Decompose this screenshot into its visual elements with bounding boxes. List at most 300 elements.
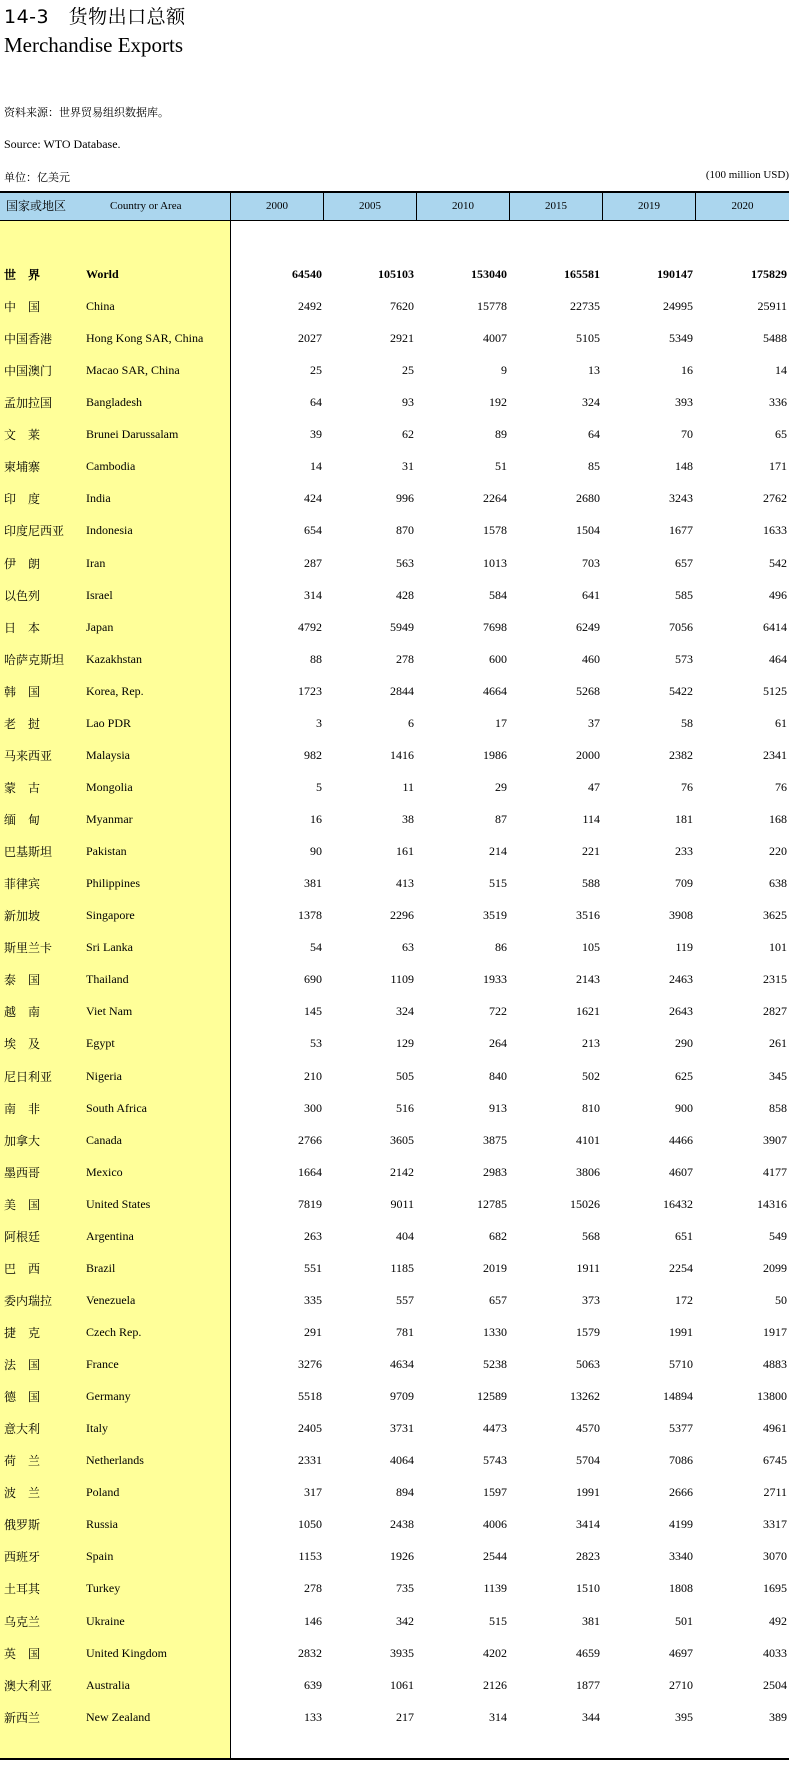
country-name-en: Germany	[86, 1389, 131, 1404]
value-cell: 641	[582, 587, 600, 602]
country-name-cn: 英 国	[4, 1646, 41, 1661]
value-cell: 3317	[763, 1517, 787, 1532]
value-cell: 428	[396, 587, 414, 602]
value-cell: 233	[675, 844, 693, 859]
country-name-cn: 中 国	[4, 300, 41, 315]
value-cell: 345	[769, 1068, 787, 1083]
value-cell: 373	[582, 1292, 600, 1307]
unit-label-cn: 单位：亿美元	[4, 171, 70, 184]
value-cell: 2126	[483, 1677, 507, 1692]
table-row	[0, 1702, 789, 1734]
country-name-en: Egypt	[86, 1036, 115, 1051]
country-name-cn: 委内瑞拉	[4, 1293, 53, 1308]
value-cell: 1578	[483, 523, 507, 538]
table-row	[0, 1573, 789, 1605]
value-cell: 501	[675, 1613, 693, 1628]
value-cell: 982	[304, 747, 322, 762]
table-row	[0, 868, 789, 900]
table-row	[0, 515, 789, 547]
value-cell: 64540	[292, 267, 322, 281]
country-name-cn: 埃 及	[4, 1037, 41, 1052]
value-cell: 101	[769, 940, 787, 955]
value-cell: 89	[495, 427, 507, 442]
country-name-en: Bangladesh	[86, 395, 142, 410]
value-cell: 651	[675, 1228, 693, 1243]
value-cell: 165581	[564, 267, 600, 281]
country-name-en: Spain	[86, 1549, 114, 1564]
country-name-cn: 德 国	[4, 1390, 41, 1405]
country-name-en: Netherlands	[86, 1453, 144, 1468]
value-cell: 7620	[390, 299, 414, 314]
value-cell: 1664	[298, 1164, 322, 1179]
value-cell: 2711	[763, 1485, 787, 1500]
header-country-cell	[0, 193, 231, 220]
country-name-en: Mongolia	[86, 779, 133, 794]
value-cell: 13262	[570, 1389, 600, 1404]
value-cell: 381	[582, 1613, 600, 1628]
value-cell: 1911	[576, 1260, 600, 1275]
value-cell: 810	[582, 1100, 600, 1115]
country-name-cn: 乌克兰	[4, 1614, 41, 1629]
table-row	[0, 548, 789, 580]
value-cell: 4202	[483, 1645, 507, 1660]
value-cell: 53	[310, 1036, 322, 1051]
value-cell: 161	[396, 844, 414, 859]
table-row	[0, 1189, 789, 1221]
country-name-en: Iran	[86, 555, 106, 570]
value-cell: 2762	[763, 491, 787, 506]
country-name-en: France	[86, 1357, 119, 1372]
value-cell: 2254	[669, 1260, 693, 1275]
value-cell: 2296	[390, 908, 414, 923]
value-cell: 4697	[669, 1645, 693, 1660]
unit-label-en: (100 million USD)	[705, 169, 789, 181]
country-name-cn: 伊 朗	[4, 556, 41, 571]
country-name-cn: 波 兰	[4, 1486, 41, 1501]
value-cell: 424	[304, 491, 322, 506]
value-cell: 5105	[576, 331, 600, 346]
value-cell: 291	[304, 1324, 322, 1339]
value-cell: 1633	[763, 523, 787, 538]
value-cell: 657	[675, 555, 693, 570]
country-name-cn: 法 国	[4, 1358, 41, 1373]
source-note-cn: 资料来源：世界贸易组织数据库。	[4, 106, 169, 119]
value-cell: 278	[304, 1581, 322, 1596]
header-country-en: Country or Area	[110, 200, 182, 212]
value-cell: 1185	[390, 1260, 414, 1275]
value-cell: 4101	[576, 1132, 600, 1147]
country-name-en: Canada	[86, 1132, 122, 1147]
table-row	[0, 1093, 789, 1125]
value-cell: 65	[775, 427, 787, 442]
value-cell: 682	[489, 1228, 507, 1243]
table-row	[0, 451, 789, 483]
value-cell: 460	[582, 651, 600, 666]
value-cell: 2382	[669, 747, 693, 762]
value-cell: 217	[396, 1709, 414, 1724]
value-cell: 1991	[669, 1324, 693, 1339]
country-name-en: Japan	[86, 619, 114, 634]
table-row	[0, 996, 789, 1028]
value-cell: 7698	[483, 619, 507, 634]
value-cell: 4634	[390, 1357, 414, 1372]
value-cell: 2027	[298, 331, 322, 346]
value-cell: 515	[489, 876, 507, 891]
value-cell: 639	[304, 1677, 322, 1692]
value-cell: 3	[316, 715, 322, 730]
country-name-en: Kazakhstan	[86, 651, 142, 666]
country-name-cn: 斯里兰卡	[4, 941, 53, 956]
table-title-cn: 14-3 货物出口总额	[4, 6, 186, 28]
header-year-2019: 2019	[603, 193, 696, 220]
value-cell: 389	[769, 1709, 787, 1724]
value-cell: 2438	[390, 1517, 414, 1532]
value-cell: 5268	[576, 683, 600, 698]
value-cell: 2099	[763, 1260, 787, 1275]
table-row	[0, 932, 789, 964]
value-cell: 600	[489, 651, 507, 666]
value-cell: 261	[769, 1036, 787, 1051]
table-row	[0, 836, 789, 868]
value-cell: 7086	[669, 1453, 693, 1468]
value-cell: 2341	[763, 747, 787, 762]
value-cell: 25	[402, 363, 414, 378]
value-cell: 1139	[483, 1581, 507, 1596]
table-row	[0, 1028, 789, 1060]
value-cell: 2143	[576, 972, 600, 987]
value-cell: 894	[396, 1485, 414, 1500]
value-cell: 190147	[657, 267, 693, 281]
country-name-en: Mexico	[86, 1164, 123, 1179]
value-cell: 549	[769, 1228, 787, 1243]
value-cell: 24995	[663, 299, 693, 314]
country-name-cn: 老 挝	[4, 716, 41, 731]
country-name-cn: 文 莱	[4, 428, 41, 443]
value-cell: 93	[402, 395, 414, 410]
value-cell: 2823	[576, 1549, 600, 1564]
value-cell: 105	[582, 940, 600, 955]
value-cell: 336	[769, 395, 787, 410]
value-cell: 4883	[763, 1357, 787, 1372]
value-cell: 1877	[576, 1677, 600, 1692]
value-cell: 129	[396, 1036, 414, 1051]
country-name-cn: 荷 兰	[4, 1454, 41, 1469]
value-cell: 4033	[763, 1645, 787, 1660]
value-cell: 722	[489, 1004, 507, 1019]
country-name-cn: 中国香港	[4, 332, 53, 347]
value-cell: 14	[775, 363, 787, 378]
value-cell: 2315	[763, 972, 787, 987]
country-name-cn: 新加坡	[4, 909, 41, 924]
country-name-en: Venezuela	[86, 1292, 136, 1307]
country-name-cn: 美 国	[4, 1197, 41, 1212]
value-cell: 2019	[483, 1260, 507, 1275]
country-name-cn: 印 度	[4, 492, 41, 507]
value-cell: 64	[588, 427, 600, 442]
value-cell: 13	[588, 363, 600, 378]
value-cell: 690	[304, 972, 322, 987]
value-cell: 516	[396, 1100, 414, 1115]
value-cell: 64	[310, 395, 322, 410]
value-cell: 3605	[390, 1132, 414, 1147]
value-cell: 2666	[669, 1485, 693, 1500]
value-cell: 51	[495, 459, 507, 474]
value-cell: 2492	[298, 299, 322, 314]
value-cell: 221	[582, 844, 600, 859]
value-cell: 584	[489, 587, 507, 602]
value-cell: 264	[489, 1036, 507, 1051]
country-name-en: Viet Nam	[86, 1004, 133, 1019]
value-cell: 2827	[763, 1004, 787, 1019]
value-cell: 1986	[483, 747, 507, 762]
table-row	[0, 1670, 789, 1702]
value-cell: 12589	[477, 1389, 507, 1404]
value-cell: 4659	[576, 1645, 600, 1660]
header-year-2000: 2000	[231, 193, 324, 220]
value-cell: 15778	[477, 299, 507, 314]
country-name-cn: 泰 国	[4, 973, 41, 988]
country-name-cn: 蒙 古	[4, 780, 41, 795]
value-cell: 1050	[298, 1517, 322, 1532]
table-row	[0, 1157, 789, 1189]
value-cell: 88	[310, 651, 322, 666]
value-cell: 3516	[576, 908, 600, 923]
value-cell: 58	[681, 715, 693, 730]
value-cell: 9	[501, 363, 507, 378]
value-cell: 5704	[576, 1453, 600, 1468]
value-cell: 148	[675, 459, 693, 474]
value-cell: 317	[304, 1485, 322, 1500]
value-cell: 1933	[483, 972, 507, 987]
country-name-cn: 加拿大	[4, 1133, 41, 1148]
country-name-en: China	[86, 299, 115, 314]
table-row	[0, 740, 789, 772]
value-cell: 404	[396, 1228, 414, 1243]
value-cell: 278	[396, 651, 414, 666]
value-cell: 86	[495, 940, 507, 955]
value-cell: 557	[396, 1292, 414, 1307]
value-cell: 496	[769, 587, 787, 602]
value-cell: 3340	[669, 1549, 693, 1564]
country-name-en: Czech Rep.	[86, 1324, 142, 1339]
header-country-cn: 国家或地区	[6, 199, 67, 213]
value-cell: 1621	[576, 1004, 600, 1019]
value-cell: 192	[489, 395, 507, 410]
table-row	[0, 676, 789, 708]
value-cell: 703	[582, 555, 600, 570]
value-cell: 29	[495, 779, 507, 794]
value-cell: 9011	[390, 1196, 414, 1211]
table-row	[0, 1381, 789, 1413]
value-cell: 25911	[757, 299, 787, 314]
country-name-en: Cambodia	[86, 459, 136, 474]
value-cell: 4570	[576, 1421, 600, 1436]
header-year-2020: 2020	[731, 200, 754, 212]
value-cell: 6745	[763, 1453, 787, 1468]
country-name-en: Russia	[86, 1517, 119, 1532]
table-row	[0, 1221, 789, 1253]
country-name-cn: 孟加拉国	[4, 396, 53, 411]
table-row	[0, 1606, 789, 1638]
value-cell: 2680	[576, 491, 600, 506]
value-cell: 5488	[763, 331, 787, 346]
country-name-cn: 澳大利亚	[4, 1678, 53, 1693]
country-name-cn: 尼日利亚	[4, 1069, 53, 1084]
country-name-cn: 日 本	[4, 620, 41, 635]
value-cell: 342	[396, 1613, 414, 1628]
country-name-cn: 阿根廷	[4, 1229, 41, 1244]
country-name-en: Brunei Darussalam	[86, 427, 179, 442]
country-name-cn: 柬埔寨	[4, 460, 41, 475]
country-name-en: Ukraine	[86, 1613, 125, 1628]
table-row	[0, 291, 789, 323]
country-name-en: Nigeria	[86, 1068, 122, 1083]
value-cell: 38	[402, 812, 414, 827]
value-cell: 4064	[390, 1453, 414, 1468]
country-name-cn: 世 界	[4, 268, 41, 282]
value-cell: 76	[775, 779, 787, 794]
value-cell: 4961	[763, 1421, 787, 1436]
table-row	[0, 1253, 789, 1285]
value-cell: 13800	[757, 1389, 787, 1404]
value-cell: 1991	[576, 1485, 600, 1500]
value-cell: 324	[582, 395, 600, 410]
value-cell: 2921	[390, 331, 414, 346]
country-name-en: World	[86, 267, 119, 281]
value-cell: 114	[582, 812, 600, 827]
country-name-en: Brazil	[86, 1260, 116, 1275]
value-cell: 913	[489, 1100, 507, 1115]
value-cell: 781	[396, 1324, 414, 1339]
value-cell: 5422	[669, 683, 693, 698]
value-cell: 657	[489, 1292, 507, 1307]
value-cell: 502	[582, 1068, 600, 1083]
table-row	[0, 804, 789, 836]
table-row	[0, 1061, 789, 1093]
country-name-en: India	[86, 491, 111, 506]
value-cell: 287	[304, 555, 322, 570]
value-cell: 5377	[669, 1421, 693, 1436]
value-cell: 4473	[483, 1421, 507, 1436]
value-cell: 37	[588, 715, 600, 730]
value-cell: 133	[304, 1709, 322, 1724]
table-title-en: Merchandise Exports	[4, 33, 184, 57]
value-cell: 1378	[298, 908, 322, 923]
country-name-en: United States	[86, 1196, 151, 1211]
value-cell: 314	[304, 587, 322, 602]
value-cell: 4006	[483, 1517, 507, 1532]
value-cell: 515	[489, 1613, 507, 1628]
value-cell: 171	[769, 459, 787, 474]
value-cell: 16	[681, 363, 693, 378]
value-cell: 14316	[757, 1196, 787, 1211]
value-cell: 12785	[477, 1196, 507, 1211]
country-name-en: Israel	[86, 587, 113, 602]
value-cell: 76	[681, 779, 693, 794]
value-cell: 3625	[763, 908, 787, 923]
value-cell: 4007	[483, 331, 507, 346]
value-cell: 1061	[390, 1677, 414, 1692]
value-cell: 2000	[576, 747, 600, 762]
value-cell: 1917	[763, 1324, 787, 1339]
value-cell: 5518	[298, 1389, 322, 1404]
value-cell: 9709	[390, 1389, 414, 1404]
value-cell: 15026	[570, 1196, 600, 1211]
value-cell: 3908	[669, 908, 693, 923]
value-cell: 16	[310, 812, 322, 827]
table-row	[0, 1317, 789, 1349]
country-name-en: Singapore	[86, 908, 135, 923]
value-cell: 2766	[298, 1132, 322, 1147]
country-name-cn: 西班牙	[4, 1550, 41, 1565]
value-cell: 214	[489, 844, 507, 859]
value-cell: 3875	[483, 1132, 507, 1147]
value-cell: 1695	[763, 1581, 787, 1596]
country-name-en: Malaysia	[86, 747, 130, 762]
value-cell: 5710	[669, 1357, 693, 1372]
country-name-en: Macao SAR, China	[86, 363, 180, 378]
country-name-en: United Kingdom	[86, 1645, 167, 1660]
value-cell: 2264	[483, 491, 507, 506]
value-cell: 290	[675, 1036, 693, 1051]
table-row	[0, 580, 789, 612]
value-cell: 1677	[669, 523, 693, 538]
value-cell: 2983	[483, 1164, 507, 1179]
table-row	[0, 644, 789, 676]
value-cell: 5238	[483, 1357, 507, 1372]
value-cell: 393	[675, 395, 693, 410]
country-name-cn: 缅 甸	[4, 813, 41, 828]
value-cell: 1330	[483, 1324, 507, 1339]
value-cell: 4199	[669, 1517, 693, 1532]
country-name-cn: 土耳其	[4, 1582, 41, 1597]
value-cell: 7819	[298, 1196, 322, 1211]
value-cell: 858	[769, 1100, 787, 1115]
value-cell: 5	[316, 779, 322, 794]
value-cell: 505	[396, 1068, 414, 1083]
country-name-en: Pakistan	[86, 844, 127, 859]
table-row	[0, 1349, 789, 1381]
value-cell: 85	[588, 459, 600, 474]
value-cell: 542	[769, 555, 787, 570]
country-name-cn: 墨西哥	[4, 1165, 41, 1180]
country-name-en: Philippines	[86, 876, 141, 891]
source-note-en: Source: WTO Database.	[4, 137, 121, 151]
value-cell: 1808	[669, 1581, 693, 1596]
value-cell: 14894	[663, 1389, 693, 1404]
value-cell: 3414	[576, 1517, 600, 1532]
country-name-en: New Zealand	[86, 1709, 151, 1724]
table-row	[0, 387, 789, 419]
table-row	[0, 612, 789, 644]
value-cell: 213	[582, 1036, 600, 1051]
country-name-cn: 菲律宾	[4, 877, 41, 892]
value-cell: 4664	[483, 683, 507, 698]
value-cell: 300	[304, 1100, 322, 1115]
table-row	[0, 900, 789, 932]
value-cell: 2832	[298, 1645, 322, 1660]
value-cell: 996	[396, 491, 414, 506]
country-name-en: Korea, Rep.	[86, 683, 144, 698]
country-name-cn: 意大利	[4, 1422, 41, 1437]
table-row	[0, 1445, 789, 1477]
value-cell: 90	[310, 844, 322, 859]
value-cell: 105103	[378, 267, 414, 281]
value-cell: 840	[489, 1068, 507, 1083]
header-year-2010: 2010	[417, 193, 510, 220]
value-cell: 5743	[483, 1453, 507, 1468]
table-row	[0, 323, 789, 355]
